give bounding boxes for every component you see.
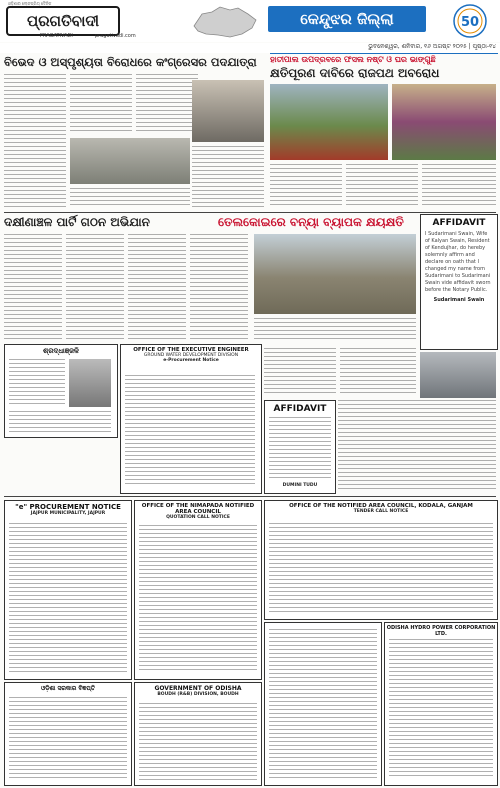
office-kodala-sub: TENDER CALL NOTICE bbox=[353, 509, 409, 514]
affidavit-1-title: AFFIDAVIT bbox=[432, 218, 486, 228]
obituary-ad bbox=[4, 344, 118, 438]
odia-govt-notice-text bbox=[9, 697, 127, 781]
district-map-icon bbox=[190, 4, 260, 40]
office-ground-water-ad bbox=[120, 344, 262, 494]
march-photo bbox=[192, 80, 264, 142]
rally-photo bbox=[70, 138, 190, 184]
odisha-hydro-title: ODISHA HYDRO POWER CORPORATION LTD. bbox=[386, 625, 496, 637]
headline-flood-damage: ତେଲକୋଇରେ ବନ୍ୟା ବ୍ୟାପକ କ୍ଷୟକ୍ଷତି bbox=[218, 215, 404, 229]
affidavit-2-text bbox=[269, 417, 331, 479]
anniversary-emblem bbox=[444, 2, 496, 40]
dateline-bar bbox=[0, 43, 500, 53]
office-nimapada-table bbox=[139, 525, 257, 673]
procurement-title: "e" PROCUREMENT NOTICE bbox=[15, 503, 121, 511]
district-title: କେନ୍ଦୁଝର ଜିଲ୍ଲା bbox=[268, 6, 426, 32]
obituary-text bbox=[9, 359, 65, 407]
headline-road-blockade: କ୍ଷତିପୂରଣ ଦାବିରେ ରାଜପଥ ଅବରୋଧ bbox=[270, 66, 440, 80]
blockade-text-col-3 bbox=[422, 164, 496, 208]
odia-govt-notice-title: ଓଡ଼ିଶା ସରକାର ବିଜ୍ଞପ୍ତି bbox=[40, 685, 96, 692]
story-text-col-4 bbox=[192, 146, 264, 208]
office-ground-water-table bbox=[125, 375, 255, 487]
odisha-hydro-ad bbox=[384, 622, 498, 786]
flood-text-col-1 bbox=[190, 234, 248, 342]
flood-text-under-photo bbox=[254, 318, 416, 342]
odia-notice-2-text bbox=[269, 629, 377, 779]
procurement-sub: JAJPUR MUNICIPALITY, JAJPUR bbox=[30, 511, 106, 516]
website-label: pragativadi.com bbox=[95, 33, 136, 39]
logo-subtitle: PRAGATIVADI bbox=[40, 33, 73, 39]
story-text-col-2 bbox=[70, 74, 132, 134]
campaign-text-col-3 bbox=[128, 234, 186, 342]
campaign-text-col-2 bbox=[66, 234, 124, 342]
govt-odisha-boudh-ad bbox=[134, 682, 262, 786]
odia-govt-notice-ad bbox=[4, 682, 132, 786]
office-kodala-ad bbox=[264, 500, 498, 620]
affidavit-1-text: I Sudarimani Swain, Wife of Kalyan Swain, Resident of Kendujhar, do hereby solemnly affirm and declare on oath that I changed my name from Sudarimani to Sudarimani Swain vide affidavit sworn before the Notary Public. bbox=[425, 231, 491, 293]
section-divider-2 bbox=[4, 496, 496, 497]
obituary-footer-text bbox=[9, 411, 111, 433]
svg-text:50: 50 bbox=[460, 15, 480, 30]
kicker-elephant: ହାତୀପାଲ ଉପଦ୍ରବରେ ଫସଲ ନଷ୍ଟ ଓ ଘର ଭାଙ୍ଗୁଛି bbox=[270, 55, 436, 64]
right-story-text bbox=[338, 400, 496, 492]
office-nimapada-sub: QUOTATION CALL NOTICE bbox=[166, 515, 230, 520]
dateline-text: ଭୁବନେଶ୍ୱର, ଶନିବାର, ୧୬ ଅଗଷ୍ଟ ୨୦୨୫ | ପୃଷ୍ଠା-୧୪ bbox=[368, 43, 496, 50]
headline-party-campaign: ଦକ୍ଷୀଣାଞ୍ଚଳ ପାର୍ଟି ଗଠନ ଅଭିଯାନ bbox=[4, 215, 150, 229]
newspaper-logo: ପ୍ରଗତିବାଦୀ bbox=[6, 6, 120, 36]
procurement-table bbox=[9, 523, 127, 673]
obituary-portrait bbox=[69, 359, 111, 407]
meeting-photo bbox=[420, 352, 496, 398]
govt-odisha-sub: BOUDH (R&B) DIVISION, BOUDH bbox=[157, 692, 239, 697]
office-nimapada-title: OFFICE OF THE NIMAPADA NOTIFIED AREA COUNCIL bbox=[141, 503, 255, 515]
flood-photo bbox=[254, 234, 416, 314]
blockade-photo bbox=[270, 84, 388, 160]
govt-odisha-title: GOVERNMENT OF ODISHA bbox=[154, 685, 242, 692]
office-kodala-table bbox=[269, 523, 493, 613]
story-text-col-1 bbox=[4, 74, 66, 208]
govt-odisha-text bbox=[139, 703, 257, 781]
section-divider-1 bbox=[4, 212, 496, 213]
blockade-text-col-1 bbox=[270, 164, 342, 208]
logo-tagline: ଓଡ଼ିଶାର ଲୋକପ୍ରିୟ ଦୈନିକ bbox=[8, 1, 52, 6]
procurement-notice-ad bbox=[4, 500, 132, 680]
odisha-hydro-table bbox=[389, 639, 493, 779]
dateline-rule bbox=[270, 53, 498, 54]
office-nimapada-ad bbox=[134, 500, 262, 680]
tender-label: e-Procurement Notice bbox=[163, 358, 219, 363]
affidavit-ad-2 bbox=[264, 400, 336, 494]
obituary-title: ଶ୍ରଦ୍ଧାଞ୍ଜଳି bbox=[43, 347, 79, 355]
affidavit-ad-1 bbox=[420, 214, 498, 350]
office-kodala-title: OFFICE OF THE NOTIFIED AREA COUNCIL, KODALA, GANJAM bbox=[289, 503, 473, 509]
campaign-text-col-1 bbox=[4, 234, 62, 342]
blockade-text-col-2 bbox=[346, 164, 418, 208]
story-text-col-3 bbox=[136, 74, 198, 134]
office-ground-water-title: OFFICE OF THE EXECUTIVE ENGINEER bbox=[133, 347, 249, 353]
story-text-under-photo bbox=[70, 188, 190, 208]
office-ground-water-sub: GROUND WATER DEVELOPMENT DIVISION bbox=[143, 353, 239, 358]
affidavit-2-title: AFFIDAVIT bbox=[273, 404, 327, 414]
affidavit-1-signature: Sudarimani Swain bbox=[433, 297, 485, 303]
odia-notice-ad-2 bbox=[264, 622, 382, 786]
flood-text-col-3 bbox=[340, 348, 416, 396]
villagers-photo bbox=[392, 84, 496, 160]
affidavit-2-signature: DUMINI TUDU bbox=[282, 483, 318, 488]
flood-text-col-2 bbox=[264, 348, 336, 396]
headline-padayatra: ବିଭେଦ ଓ ଅସ୍ପୃଶ୍ୟତା ବିରୋଧରେ କଂଗ୍ରେସର ପଦଯାତ୍ରା bbox=[4, 55, 257, 69]
